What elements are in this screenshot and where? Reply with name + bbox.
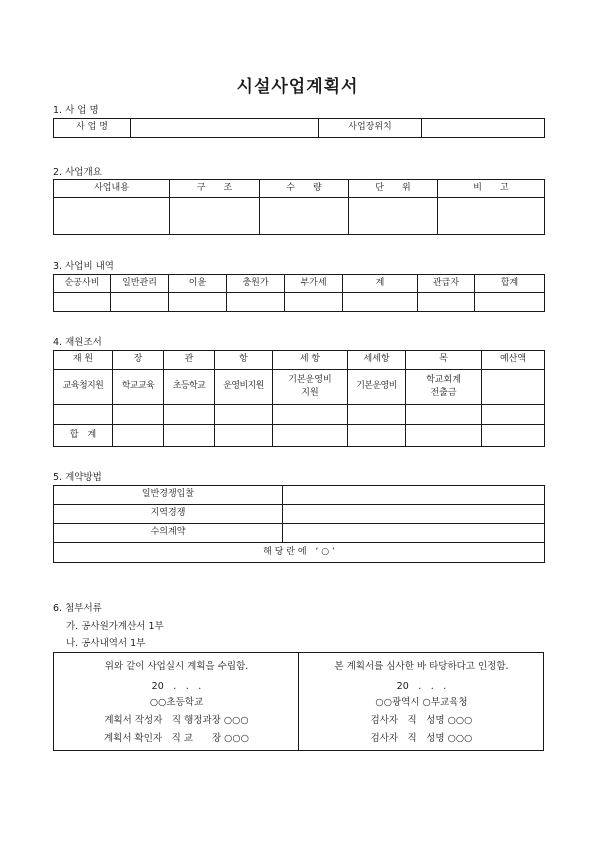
cost-header-net-construction: 순공사비	[54, 275, 111, 293]
funding-total-cell[interactable]	[215, 425, 273, 447]
inspector-date: 20 . . .	[396, 681, 447, 692]
overview-cell[interactable]	[349, 198, 438, 235]
cost-cell[interactable]	[285, 293, 343, 312]
cost-header-total-cost: 충원가	[227, 275, 285, 293]
inspector-1: 검사자 직 성명 ○○○	[370, 715, 473, 726]
funding-sesehang-cell: 기본운영비	[348, 370, 406, 405]
overview-header-quantity: 수 량	[260, 180, 349, 198]
contract-method-general: 일반경쟁입찰	[54, 486, 283, 505]
funding-cell[interactable]	[113, 405, 164, 425]
plan-confirmer: 계획서 확인자 직 교 장 ○○○	[103, 733, 250, 744]
overview-header-remarks: 비 고	[438, 180, 545, 198]
contract-method-note: 해 당 란 에 ‘ ○ ’	[54, 543, 545, 563]
cost-cell[interactable]	[111, 293, 169, 312]
funding-cell[interactable]	[215, 405, 273, 425]
overview-cell[interactable]	[170, 198, 260, 235]
funding-cell[interactable]	[164, 405, 215, 425]
approval-box	[53, 652, 544, 751]
overview-cell[interactable]	[438, 198, 545, 235]
attachment-item-2: 나. 공사내역서 1부	[66, 638, 146, 649]
contract-mark-cell[interactable]	[283, 505, 545, 524]
document-title: 시설사업계획서	[236, 77, 359, 97]
contract-mark-cell[interactable]	[283, 486, 545, 505]
section2-heading: 2. 사업개요	[53, 167, 102, 178]
inspector-organization: ○○광역시 ○부교육청	[375, 697, 468, 708]
funding-total-cell[interactable]	[113, 425, 164, 447]
project-name-table	[53, 118, 545, 138]
overview-cell[interactable]	[260, 198, 349, 235]
funding-cell[interactable]	[406, 405, 482, 425]
cost-cell[interactable]	[169, 293, 227, 312]
funding-header-source: 재 원	[54, 351, 113, 370]
funding-total-cell[interactable]	[406, 425, 482, 447]
funding-budget-cell[interactable]	[482, 370, 545, 405]
project-location-field[interactable]	[422, 119, 545, 138]
cost-header-profit: 이윤	[169, 275, 227, 293]
project-name-label: 사 업 명	[54, 119, 131, 138]
funding-sehang-cell: 기본운영비 지원	[273, 370, 348, 405]
funding-table	[53, 350, 545, 447]
overview-header-structure: 구 조	[170, 180, 260, 198]
section3-heading: 3. 사업비 내역	[53, 261, 114, 272]
funding-source-cell: 교육청지원	[54, 370, 113, 405]
cost-header-government-supply: 관급자	[418, 275, 475, 293]
planner-date: 20 . . .	[151, 681, 202, 692]
cost-cell[interactable]	[54, 293, 111, 312]
section5-heading: 5. 계약방법	[53, 472, 102, 483]
plan-writer: 계획서 작성자 직 행정과장 ○○○	[104, 715, 249, 726]
funding-cell[interactable]	[348, 405, 406, 425]
funding-total-label: 합 계	[54, 425, 113, 447]
funding-cell[interactable]	[482, 405, 545, 425]
funding-cell[interactable]	[54, 405, 113, 425]
funding-hang-cell: 운영비지원	[215, 370, 273, 405]
contract-mark-cell[interactable]	[283, 524, 545, 543]
project-cost-table	[53, 274, 545, 312]
funding-jang-cell: 학교교육	[113, 370, 164, 405]
funding-header-budget: 예산액	[482, 351, 545, 370]
funding-total-cell[interactable]	[482, 425, 545, 447]
overview-header-content: 사업내용	[54, 180, 170, 198]
funding-header-gwan: 관	[164, 351, 215, 370]
funding-cell[interactable]	[273, 405, 348, 425]
project-name-field[interactable]	[131, 119, 319, 138]
overview-cell[interactable]	[54, 198, 170, 235]
contract-method-table	[53, 485, 545, 563]
cost-header-general-admin: 일반관리	[111, 275, 169, 293]
cost-header-vat: 부가세	[285, 275, 343, 293]
funding-header-hang: 항	[215, 351, 273, 370]
planner-statement: 위와 같이 사업실시 계획을 수립함.	[104, 661, 249, 672]
inspector-2: 검사자 직 성명 ○○○	[370, 733, 473, 744]
funding-header-sehang: 세 항	[273, 351, 348, 370]
overview-header-unit: 단 위	[349, 180, 438, 198]
cost-header-total: 합계	[475, 275, 545, 293]
cost-cell[interactable]	[343, 293, 418, 312]
section4-heading: 4. 재원조서	[53, 337, 102, 348]
inspector-statement: 본 계획서를 심사한 바 타당하다고 인정함.	[334, 661, 509, 672]
funding-mok-cell: 학교회계 전출금	[406, 370, 482, 405]
section1-heading: 1. 사 업 명	[53, 105, 99, 116]
project-location-label: 사업장위치	[319, 119, 422, 138]
section6-heading: 6. 첨부서류	[53, 603, 102, 614]
funding-total-cell[interactable]	[273, 425, 348, 447]
contract-method-regional: 지역경쟁	[54, 505, 283, 524]
contract-method-private: 수의계약	[54, 524, 283, 543]
funding-header-jang: 장	[113, 351, 164, 370]
planner-organization: ○○초등학교	[149, 697, 204, 708]
cost-cell[interactable]	[418, 293, 475, 312]
project-overview-table	[53, 179, 545, 235]
funding-total-cell[interactable]	[164, 425, 215, 447]
attachment-item-1: 가. 공사원가계산서 1부	[66, 621, 164, 632]
funding-gwan-cell: 초등학교	[164, 370, 215, 405]
cost-header-subtotal: 계	[343, 275, 418, 293]
cost-cell[interactable]	[227, 293, 285, 312]
cost-cell[interactable]	[475, 293, 545, 312]
funding-header-mok: 목	[406, 351, 482, 370]
funding-header-sesehang: 세세항	[348, 351, 406, 370]
funding-total-cell[interactable]	[348, 425, 406, 447]
